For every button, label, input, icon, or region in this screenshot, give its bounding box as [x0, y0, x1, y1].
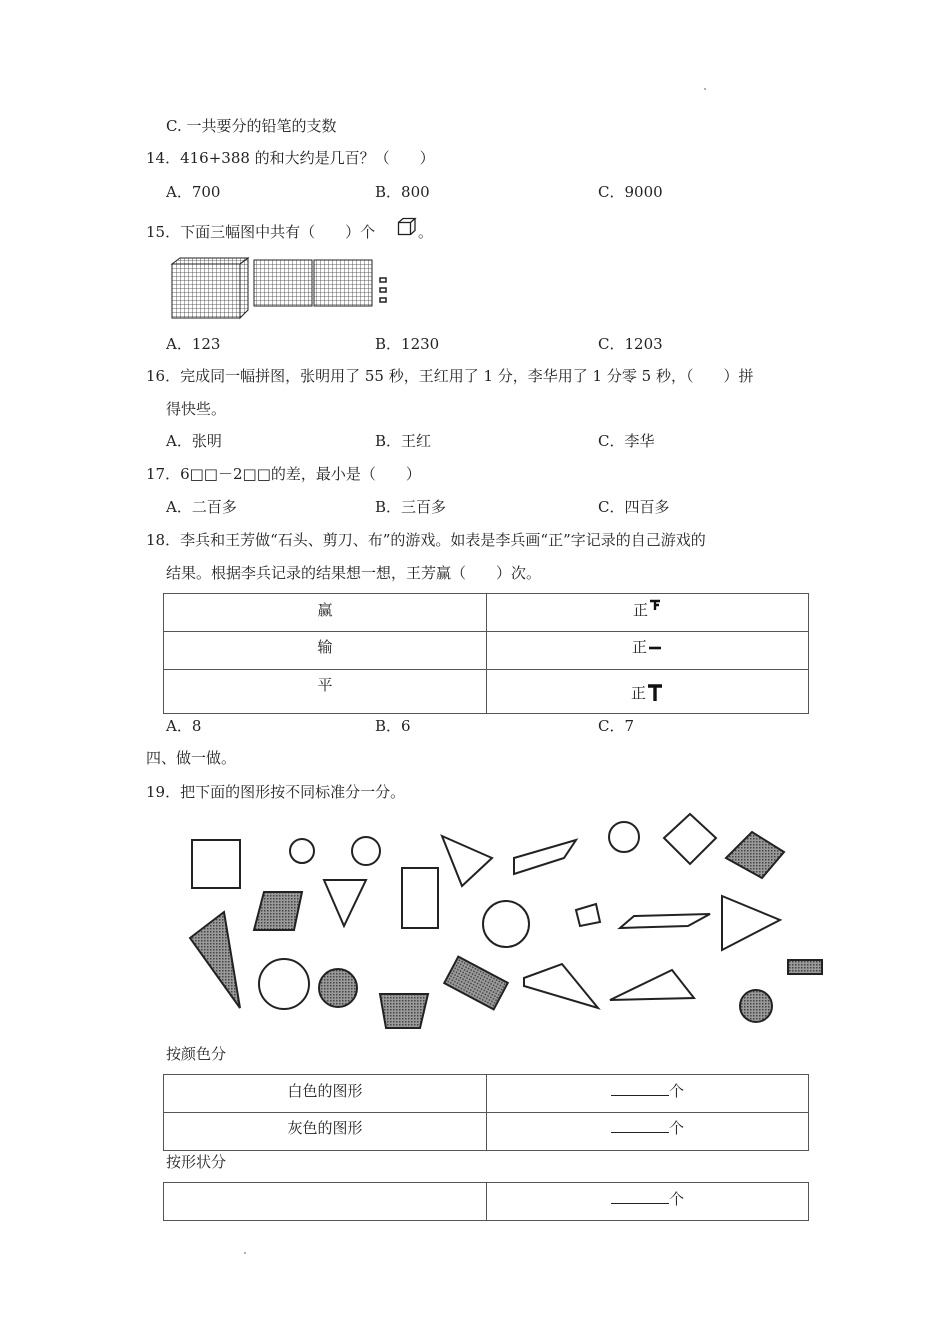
table-row — [164, 1113, 809, 1151]
q18-stem-line2: 结果。根据李兵记录的结果想一想，王芳赢（ ）次。 — [166, 564, 542, 582]
q18-stem-line1: 18．李兵和王芳做“石头、剪刀、布”的游戏。如表是李兵画“正”字记录的自己游戏的 — [146, 531, 706, 549]
unit-label: 个 — [668, 1082, 684, 1100]
q16-stem-line1: 16．完成同一幅拼图，张明用了 55 秒，王红用了 1 分，李华用了 1 分零 5 秒，（ ）拼 — [146, 367, 754, 385]
parallelogram-gray — [254, 892, 302, 930]
q15-stem: 15．下面三幅图中共有（ ）个 — [146, 223, 376, 241]
answer-blank[interactable] — [611, 1189, 669, 1204]
trapezoid-gray — [380, 994, 428, 1028]
rectangle-white — [402, 868, 438, 928]
q17-option-a[interactable]: A．二百多 — [166, 498, 237, 516]
shapes-figure — [180, 808, 840, 1038]
q16-option-c[interactable]: C．李华 — [598, 432, 655, 450]
partial-zheng-icon — [646, 683, 664, 703]
q14-option-a[interactable]: A．700 — [166, 183, 221, 201]
q15-option-c[interactable]: C．1203 — [598, 335, 663, 353]
unit-label: 个 — [668, 1190, 684, 1208]
tally-label-lose: 输 — [317, 638, 333, 656]
table-row — [164, 670, 809, 714]
gray-shapes-label: 灰色的图形 — [287, 1119, 363, 1137]
color-table — [163, 1074, 809, 1151]
circle-white — [483, 901, 529, 947]
circle-gray — [740, 990, 772, 1022]
q16-option-b[interactable]: B．王红 — [375, 432, 432, 450]
triangle-white — [610, 970, 694, 1000]
q18-option-a[interactable]: A．8 — [166, 717, 202, 735]
table-row — [164, 594, 809, 632]
thousand-cube-icon — [172, 258, 248, 318]
square-white — [192, 840, 240, 888]
parallelogram-white — [620, 914, 710, 928]
q19-stem: 19．把下面的图形按不同标准分一分。 — [146, 783, 406, 801]
trapezoid-white — [524, 964, 598, 1008]
tally-label-win: 赢 — [317, 601, 333, 619]
square-white — [664, 814, 716, 864]
circle-white — [259, 959, 309, 1009]
circle-white — [290, 839, 314, 863]
triangle-white — [442, 836, 492, 886]
base-ten-blocks-figure — [168, 252, 398, 322]
table-row — [164, 1183, 809, 1221]
hundred-flat-icon — [254, 260, 312, 306]
by-color-title: 按颜色分 — [166, 1045, 227, 1063]
answer-blank[interactable] — [611, 1118, 669, 1133]
unit-label: 个 — [668, 1119, 684, 1137]
bottom-dot-mark — [244, 1252, 246, 1254]
q14-option-c[interactable]: C．9000 — [598, 183, 663, 201]
answer-blank[interactable] — [611, 1081, 669, 1096]
partial-zheng-icon — [647, 641, 663, 655]
q18-option-b[interactable]: B．6 — [375, 717, 411, 735]
tally-table — [163, 593, 809, 714]
q14-stem: 14．416+388 的和大约是几百？（ ） — [146, 149, 435, 167]
square-white — [576, 904, 600, 926]
triangle-white — [722, 896, 780, 950]
white-shapes-label: 白色的图形 — [287, 1082, 363, 1100]
unit-cube-small-icon — [380, 278, 386, 302]
q18-option-c[interactable]: C．7 — [598, 717, 635, 735]
tally-mark-lose: 正 — [631, 638, 647, 656]
partial-zheng-icon — [648, 599, 662, 613]
circle-white — [352, 837, 380, 865]
q17-option-c[interactable]: C．四百多 — [598, 498, 670, 516]
q17-stem: 17．6□□－2□□的差，最小是（ ） — [146, 465, 421, 483]
q15-option-a[interactable]: A．123 — [166, 335, 221, 353]
by-shape-title: 按形状分 — [166, 1153, 227, 1171]
square-gray — [726, 832, 784, 878]
shape-table — [163, 1182, 809, 1221]
q16-option-a[interactable]: A．张明 — [166, 432, 222, 450]
circle-gray — [319, 969, 357, 1007]
q15-stem-end: 。 — [418, 223, 434, 241]
q14-option-b[interactable]: B．800 — [375, 183, 430, 201]
table-row — [164, 632, 809, 670]
triangle-white — [324, 880, 366, 926]
q16-stem-line2: 得快些。 — [166, 400, 227, 418]
triangle-gray — [190, 912, 240, 1008]
top-dot-mark — [704, 88, 706, 90]
section-title: 四、做一做。 — [146, 749, 237, 767]
table-row — [164, 1075, 809, 1113]
q13-option-c: C. 一共要分的铅笔的支数 — [166, 117, 337, 135]
unit-cube-icon — [397, 217, 417, 237]
q15-option-b[interactable]: B．1230 — [375, 335, 440, 353]
rectangle-gray — [788, 960, 822, 974]
q17-option-b[interactable]: B．三百多 — [375, 498, 447, 516]
tally-label-draw: 平 — [317, 676, 333, 694]
circle-white — [609, 822, 639, 852]
hundred-flat-icon — [314, 260, 372, 306]
tally-mark-win: 正 — [632, 601, 648, 619]
tally-mark-draw: 正 — [630, 684, 646, 702]
rectangle-gray — [444, 957, 508, 1010]
parallelogram-white — [514, 840, 576, 874]
